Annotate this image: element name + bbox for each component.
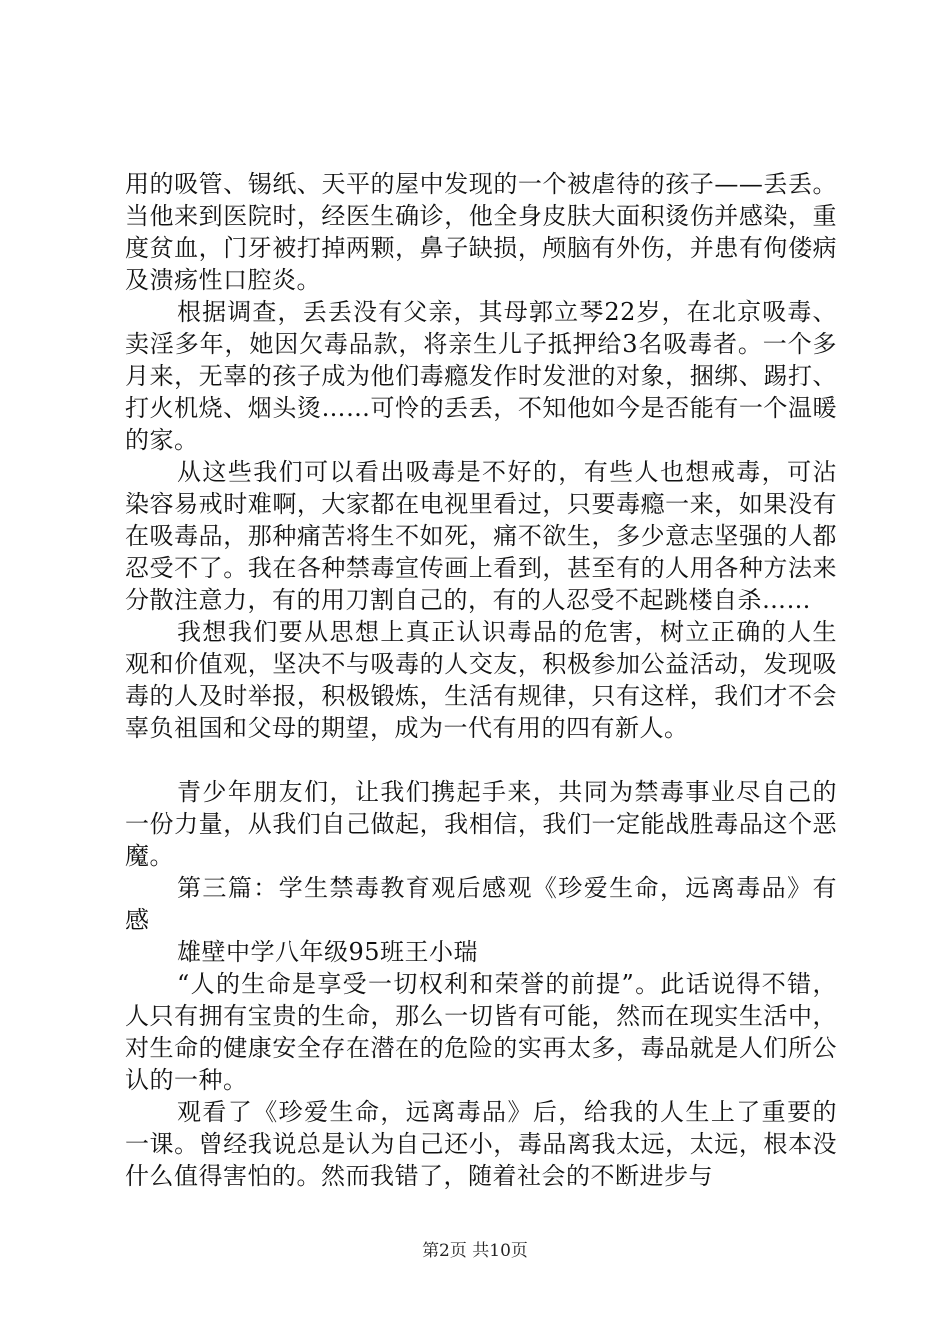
- paragraph: “人的生命是享受一切权利和荣誉的前提”。此话说得不错，人只有拥有宝贵的生命，那么一切皆有可能，然而在现实生活中，对生命的健康安全存在潜在的危险的实再太多，毒品就是人们所公认的一种。: [125, 970, 837, 1094]
- document-body: [125, 168, 837, 1192]
- paragraph: 根据调查，丢丢没有父亲，其母郭立琴22岁，在北京吸毒、卖淫多年，她因欠毒品款，将亲生儿子抵押给3名吸毒者。一个多月来，无辜的孩子成为他们毒瘾发作时发泄的对象，捆绑、踢打、打火机烧、烟头烫……可怜的丢丢，不知他如今是否能有一个温暖的家。: [125, 298, 837, 454]
- author-line: 雄壁中学八年级95班王小瑞: [177, 938, 479, 966]
- paragraph: 观看了《珍爱生命，远离毒品》后，给我的人生上了重要的一课。曾经我说总是认为自己还小，毒品离我太远，太远，根本没什么值得害怕的。然而我错了，随着社会的不断进步与: [125, 1098, 837, 1190]
- page-number-footer: 第2页 共10页: [422, 1241, 528, 1261]
- paragraph: 青少年朋友们，让我们携起手来，共同为禁毒事业尽自己的一份力量，从我们自己做起，我相信，我们一定能战胜毒品这个恶魔。: [125, 778, 837, 870]
- section-heading: 第三篇：学生禁毒教育观后感观《珍爱生命，远离毒品》有感: [125, 874, 837, 934]
- paragraph: 用的吸管、锡纸、天平的屋中发现的一个被虐待的孩子——丢丢。当他来到医院时，经医生确诊，他全身皮肤大面积烫伤并感染，重度贫血，门牙被打掉两颗，鼻子缺损，颅脑有外伤，并患有佝偻病及溃疡性口腔炎。: [125, 170, 837, 294]
- paragraph: 从这些我们可以看出吸毒是不好的，有些人也想戒毒，可沾染容易戒时难啊，大家都在电视里看过，只要毒瘾一来，如果没有在吸毒品，那种痛苦将生不如死，痛不欲生，多少意志坚强的人都忍受不了。我在各种禁毒宣传画上看到，甚至有的人用各种方法来分散注意力，有的用刀割自己的，有的人忍受不起跳楼自杀……: [125, 458, 837, 614]
- paragraph: 我想我们要从思想上真正认识毒品的危害，树立正确的人生观和价值观，坚决不与吸毒的人交友，积极参加公益活动，发现吸毒的人及时举报，积极锻炼，生活有规律，只有这样，我们才不会辜负祖国和父母的期望，成为一代有用的四有新人。: [125, 618, 837, 742]
